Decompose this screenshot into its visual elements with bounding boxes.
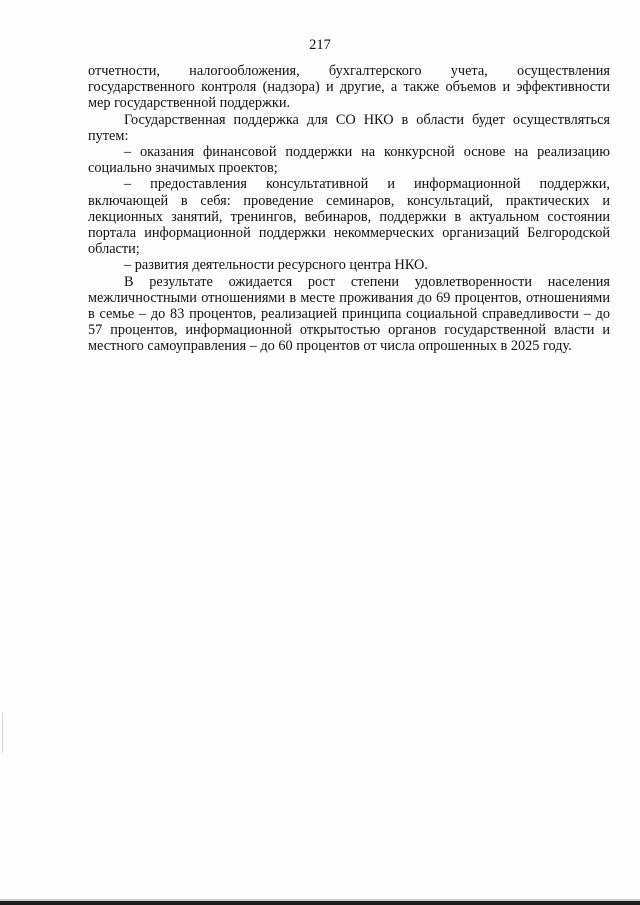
document-body xyxy=(88,63,610,355)
paragraph-continuation: отчетности, налогообложения, бухгалтерского учета, осуществления государственного контроля (надзора) и другие, а также объемов и эффективности мер государственной поддержки. xyxy=(88,63,610,112)
page-number: 217 xyxy=(309,37,331,53)
list-item-consulting-support: – предоставления консультативной и информационной поддержки, включающей в себя: проведение семинаров, консультаций, практических и лекционных занятий, тренингов, вебинаров, поддержки в актуальном состоянии портала информационной поддержки некоммерческих организаций Белгородской области; xyxy=(88,176,610,258)
scan-bottom-border xyxy=(0,901,640,905)
list-item-financial-support: – оказания финансовой поддержки на конкурсной основе на реализацию социально значимых проектов; xyxy=(88,144,610,177)
scan-artifact-mark xyxy=(2,713,3,753)
paragraph-expected-results: В результате ожидается рост степени удовлетворенности населения межличностными отношениями в месте проживания до 69 процентов, отношениями в семье – до 83 процентов, реализацией принципа социальной справедливости – до 57 процентов, информационной открытостью органов государственной власти и местного самоуправления – до 60 процентов от числа опрошенных в 2025 году. xyxy=(88,273,610,355)
paragraph-state-support: Государственная поддержка для СО НКО в области будет осуществляться путем: xyxy=(88,111,610,144)
list-item-resource-center: – развития деятельности ресурсного центра НКО. xyxy=(124,257,428,274)
